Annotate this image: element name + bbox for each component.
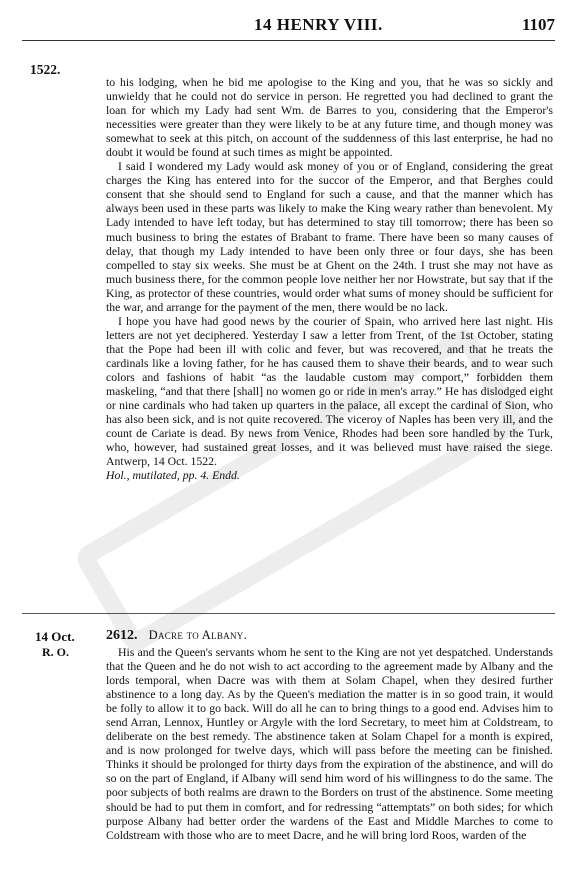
letter-text [106, 76, 553, 483]
entry-number: 2612. [106, 628, 138, 643]
letter-paragraph: I hope you have had good news by the courier of Spain, who arrived here last night. His letters are not yet deciphered. Yesterday I saw a letter from Trent, of the 1st October, stating that the Pope had been ill with colic and fever, but was recovered, and that he treats the cardinals like a loving father, for he has caused them to shave their beards, and to wear such colors and fashions of habit “as the laudable custom may comport,” forbidden them maskeling, “and that there [shall] no women go or ride in men's array.” He has dislodged eight or nine cardinals who had taken up quarters in the palace, all except the cardinal of Sion, who has also been sick, and is not quite recovered. The viceroy of Naples has been very ill, and the count de Cariate is dead. By news from Venice, Rhodes had been sore handled by the Turk, who, however, had sustained great losses, and it was believed must have raised the siege. Antwerp, 14 Oct. 1522. [106, 314, 553, 469]
page-number: 1107 [521, 15, 555, 34]
margin-year: 1522. [30, 62, 61, 77]
header-rule [22, 40, 555, 41]
document-note: Hol., mutilated, pp. 4. Endd. [106, 469, 240, 483]
entry-paragraph: His and the Queen's servants whom he sent to the King are not yet despatched. Understands that the Queen and he do not wish to act according to the agreement made by Albany and the lords temporal, when Dacre was with them at Solam Chapel, when they desired further abstinence to a long day. As by the Queen's mediation the matter is in so good train, it would be folly to allow it to go back. Will do all he can to bring things to a good end. Advises him to send Arran, Lennox, Huntley or Argyle with the lord Secretary, to meet him at Coldstream, to deliberate on the best remedy. The abstinence taken at Solam Chapel for a month is expired, and is now prolonged for twelve days, which will pass before the meeting can be finished. Thinks it should be prolonged for thirty days from the expiration of the abstinence, and will do so on the part of England, if Albany will send him word of his willingness to do the same. The poor subjects of both realms are drawn to the Borders on trust of the abstinence. Some meeting should be had to put them in comfort, and for redressing “attemptats” on both sides; for which purpose Albany had better order the wardens of the East and Middle Marches to come to Coldstream with those who are to meet Dacre, and he will bring lord Roos, warden of the [106, 646, 553, 842]
entry-title: Dacre to Albany. [148, 628, 248, 642]
entry-separator [22, 613, 555, 614]
entry-date: 14 Oct. [35, 629, 75, 644]
running-title: 14 HENRY VIII. [254, 15, 383, 34]
letter-paragraph: I said I wondered my Lady would ask money of you or of England, considering the great charges the King has entered into for the succor of the Emperor, and that Berghes could consent that she should send to England for such a cause, and that the manner which has always been used in these parts was likely to make the King weary rather than benevolent. My Lady intended to have left today, but has determined to stay till tomorrow; there has been so much business to bring the estates of Brabant to frame. There have been so many causes of delay, that though my Lady intended to have been only three or four days, she has been compelled to stay six weeks. She must be at Ghent on the 24th. I trust she may not have as much business there, for the common people love neither her nor Howstrate, but say that if the King, as protector of these countries, would order what sums of money should be sufficient for the war, and arrange for the payment of the men, there would be no lack. [106, 160, 553, 314]
entry-text [106, 646, 553, 843]
entry-reference: R. O. [42, 645, 69, 659]
entry-heading [106, 628, 553, 644]
letter-paragraph: to his lodging, when he bid me apologise to the King and you, that he was so sickly and unwieldy that he could not do service in person. He regretted you had declined to grant the loan for which my Lady had sent Wm. de Barres to you, considering that the Emperor's necessities were greater than they were likely to be at any future time, and though money was somewhat to seek at this pitch, on account of the suddenness of this last enterprise, he had no doubt it would be found at such times as might be appointed. [106, 76, 553, 160]
